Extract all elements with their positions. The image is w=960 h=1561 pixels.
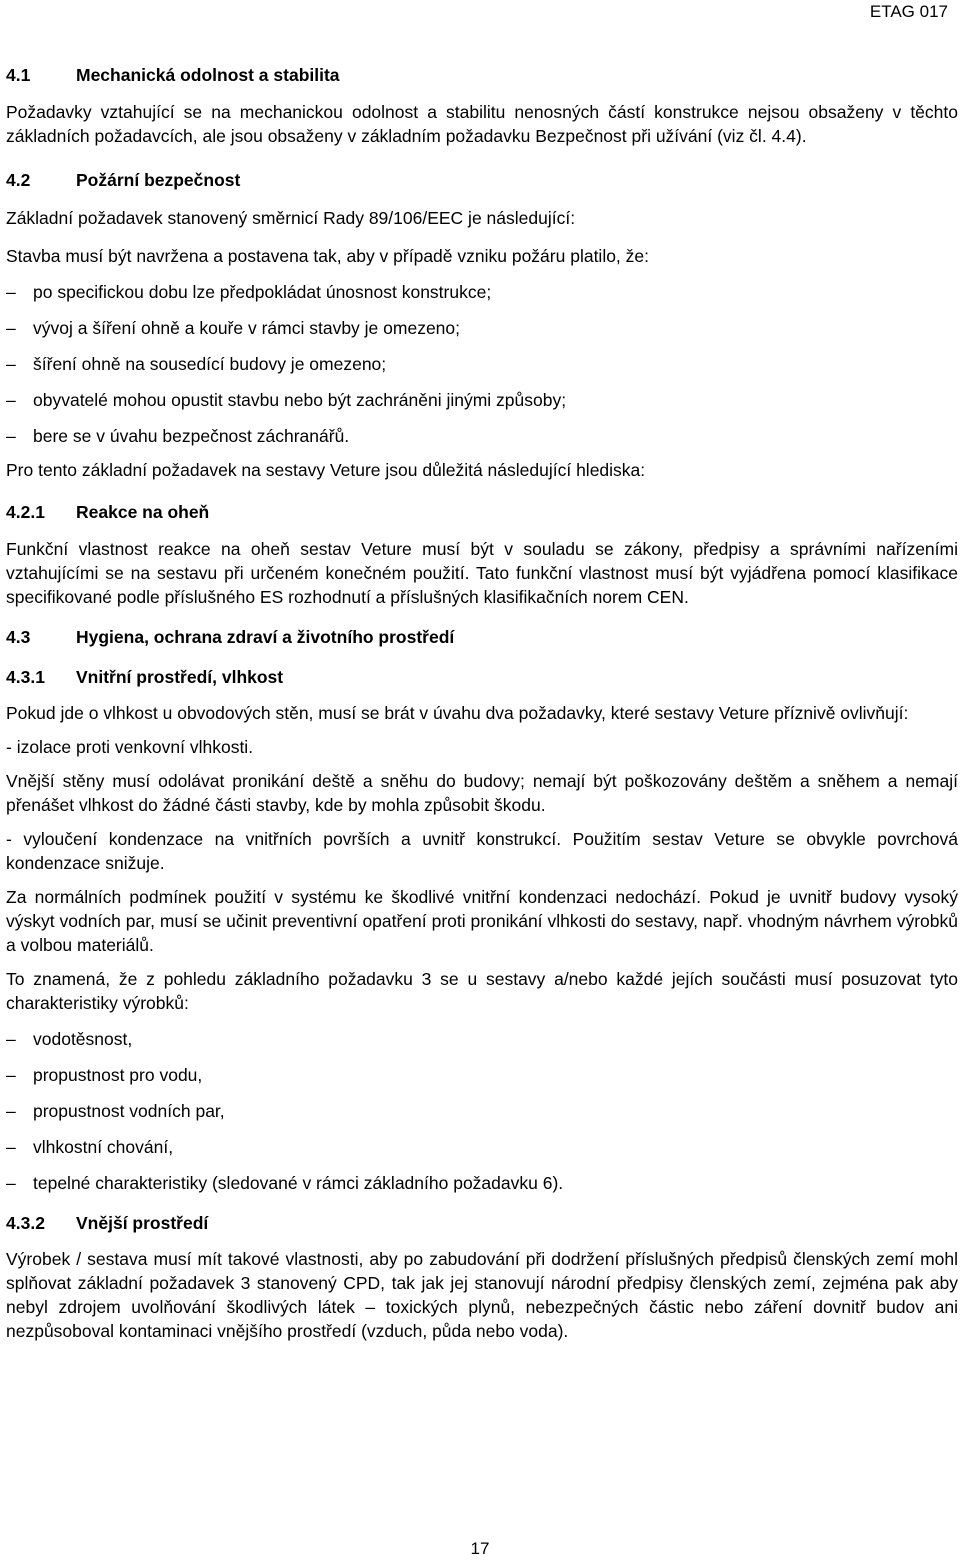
dash-bullet: – — [6, 318, 16, 338]
section-title: Vnější prostředí — [76, 1213, 209, 1233]
list-item-text: propustnost vodních par, — [33, 1101, 225, 1121]
section-4-3-2-heading — [6, 1211, 958, 1235]
paragraph: Základní požadavek stanovený směrnicí Rady 89/106/EEC je následující: — [6, 208, 576, 228]
page-number: 17 — [470, 1539, 490, 1558]
list-item — [6, 316, 958, 340]
page-content — [6, 63, 958, 1343]
list-item-text: po specifickou dobu lze předpokládat únosnost konstrukce; — [33, 282, 492, 302]
dash-list — [6, 280, 958, 448]
dash-bullet: – — [6, 282, 16, 302]
section-title: Hygiena, ochrana zdraví a životního prostředí — [76, 627, 455, 647]
dash-bullet: – — [6, 426, 16, 446]
dash-bullet: – — [6, 354, 16, 374]
paragraph: Stavba musí být navržena a postavena tak, aby v případě vzniku požáru platilo, že: — [6, 246, 650, 266]
list-item-text: obyvatelé mohou opustit stavbu nebo být zachráněni jinými způsoby; — [33, 390, 567, 410]
list-item-text: vývoj a šíření ohně a kouře v rámci stavby je omezeno; — [33, 318, 461, 338]
paragraph: Požadavky vztahující se na mechanickou odolnost a stabilitu nenosných částí konstrukce nejsou obsaženy v těchto základních požadavcích, ale jsou obsaženy v základním požadavku Bezpečnost při užívání (viz čl. 4.4). — [6, 102, 958, 146]
section-4-2-1-heading — [6, 500, 958, 524]
section-4-3-heading — [6, 625, 958, 649]
list-item-text: vlhkostní chování, — [33, 1137, 174, 1157]
list-item — [6, 352, 958, 376]
list-item-text: vodotěsnost, — [33, 1029, 133, 1049]
section-title: Reakce na oheň — [76, 502, 210, 522]
paragraph: Funkční vlastnost reakce na oheň sestav Veture musí být v souladu se zákony, předpisy a správními nařízeními vztahujícími se na sestavu při určeném konečném použití. Tato funkční vlastnost musí být vyjádřena pomocí klasifikace specifikované podle příslušného ES rozhodnutí a příslušných klasifikačních norem CEN. — [6, 539, 958, 607]
dash-list — [6, 1027, 958, 1195]
list-item — [6, 1063, 958, 1087]
paragraph: Výrobek / sestava musí mít takové vlastnosti, aby po zabudování při dodržení příslušných předpisů členských zemí mohl splňovat základní požadavek 3 stanovený CPD, tak jak jej stanovují národní předpisy členských zemí, zejména pak aby nebyl zdrojem uvolňování škodlivých látek – toxických plynů, nebezpečných částic nebo záření dovnitř budov ani nezpůsoboval kontaminaci vnějšího prostředí (vzduch, půda nebo voda). — [6, 1249, 958, 1341]
list-item — [6, 1171, 958, 1195]
paragraph: To znamená, že z pohledu základního požadavku 3 se u sestavy a/nebo každé jejích součásti musí posuzovat tyto charakteristiky výrobků: — [6, 969, 958, 1013]
paragraph: Pro tento základní požadavek na sestavy Veture jsou důležitá následující hlediska: — [6, 460, 646, 480]
section-number: 4.2 — [6, 170, 31, 190]
list-item — [6, 388, 958, 412]
list-item-text: propustnost pro vodu, — [33, 1065, 203, 1085]
section-4-1-heading — [6, 63, 958, 87]
list-item — [6, 424, 958, 448]
section-4-3-1-heading — [6, 665, 958, 689]
paragraph: Za normálních podmínek použití v systému ke škodlivé vnitřní kondenzaci nedochází. Pokud je uvnitř budovy vysoký výskyt vodních par, musí se učinit preventivní opatření proti pronikání vlhkosti do sestavy, např. vhodným návrhem výrobků a volbou materiálů. — [6, 887, 958, 955]
list-item — [6, 1135, 958, 1159]
section-title: Mechanická odolnost a stabilita — [76, 65, 340, 85]
document-code: ETAG 017 — [869, 2, 948, 21]
dash-bullet: – — [6, 1173, 16, 1193]
section-number: 4.3.1 — [6, 667, 45, 687]
list-item — [6, 1027, 958, 1051]
dash-bullet: – — [6, 1137, 16, 1157]
list-item-text: tepelné charakteristiky (sledované v rámci základního požadavku 6). — [33, 1173, 564, 1193]
dash-bullet: – — [6, 1065, 16, 1085]
paragraph: - vyloučení kondenzace na vnitřních površích a uvnitř konstrukcí. Použitím sestav Veture se obvykle povrchová kondenzace snižuje. — [6, 829, 958, 873]
dash-bullet: – — [6, 390, 16, 410]
dash-bullet: – — [6, 1029, 16, 1049]
list-item-text: bere se v úvahu bezpečnost záchranářů. — [33, 426, 350, 446]
list-item-text: šíření ohně na sousedící budovy je omezeno; — [33, 354, 387, 374]
dash-bullet: – — [6, 1101, 16, 1121]
paragraph: Vnější stěny musí odolávat pronikání deště a sněhu do budovy; nemají být poškozovány deštěm a sněhem a nemají přenášet vlhkost do žádné části stavby, kde by mohla způsobit škodu. — [6, 771, 958, 815]
section-title: Požární bezpečnost — [76, 170, 241, 190]
section-number: 4.2.1 — [6, 502, 45, 522]
section-number: 4.3 — [6, 627, 31, 647]
section-4-2-heading — [6, 168, 958, 192]
list-item — [6, 1099, 958, 1123]
section-title: Vnitřní prostředí, vlhkost — [76, 667, 284, 687]
paragraph: Pokud jde o vlhkost u obvodových stěn, musí se brát v úvahu dva požadavky, které sestavy Veture příznivě ovlivňují: — [6, 703, 909, 723]
section-number: 4.3.2 — [6, 1213, 45, 1233]
list-item — [6, 280, 958, 304]
paragraph: - izolace proti venkovní vlhkosti. — [6, 737, 254, 757]
section-number: 4.1 — [6, 65, 31, 85]
